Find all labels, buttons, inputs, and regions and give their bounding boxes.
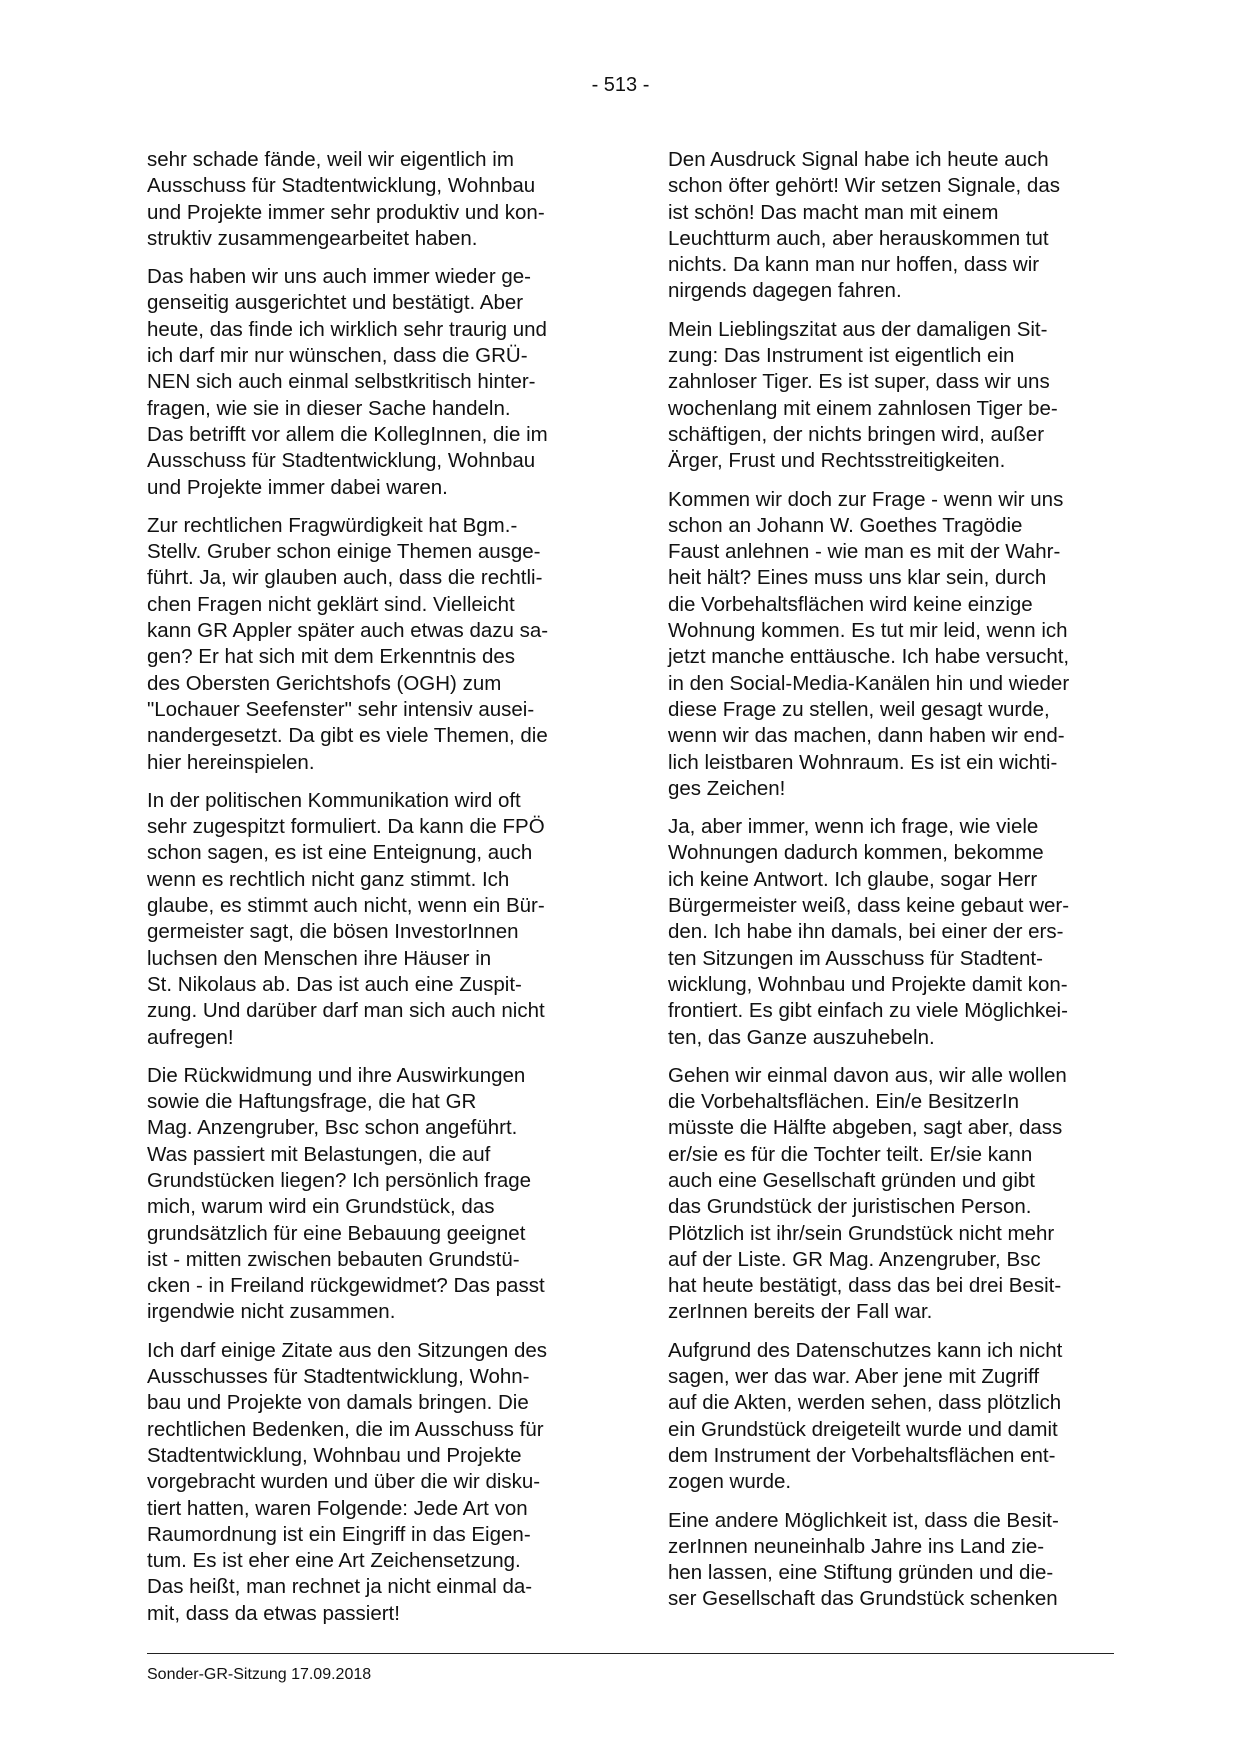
text-line: des Obersten Gerichtshofs (OGH) zum	[147, 671, 502, 695]
text-line: aufregen!	[147, 1025, 234, 1049]
text-line: Den Ausdruck Signal habe ich heute auch	[668, 148, 1049, 171]
text-line: auch eine Gesellschaft gründen und gibt	[668, 1168, 1035, 1192]
text-line: zerInnen bereits der Fall war.	[668, 1300, 933, 1324]
paragraph	[668, 814, 1115, 1051]
text-line: Gehen wir einmal davon aus, wir alle wollen	[668, 1063, 1067, 1087]
text-line: das Grundstück der juristischen Person.	[668, 1195, 1032, 1219]
text-line: wenn wir das machen, dann haben wir end-	[668, 724, 1065, 748]
text-line: Kommen wir doch zur Frage - wenn wir uns	[668, 487, 1064, 511]
text-line: wochenlang mit einem zahnlosen Tiger be-	[668, 396, 1058, 420]
text-line: zerInnen neuneinhalb Jahre ins Land zie-	[668, 1534, 1045, 1558]
text-line: Die Rückwidmung und ihre Auswirkungen	[147, 1063, 526, 1087]
text-line: Stellv. Gruber schon einige Themen ausge-	[147, 540, 541, 564]
text-line: Ja, aber immer, wenn ich frage, wie viele	[668, 815, 1039, 839]
text-line: glaube, es stimmt auch nicht, wenn ein Bür-	[147, 894, 545, 918]
text-line: wicklung, Wohnbau und Projekte damit kon-	[668, 972, 1068, 996]
text-line: die Vorbehaltsflächen. Ein/e BesitzerIn	[668, 1090, 1019, 1114]
text-line: struktiv zusammengearbeitet haben.	[147, 226, 478, 250]
text-line: sowie die Haftungsfrage, die hat GR	[147, 1090, 477, 1114]
text-line: sehr schade fände, weil wir eigentlich im	[147, 148, 514, 171]
text-line: zogen wurde.	[668, 1470, 792, 1494]
text-line: ten Sitzungen im Ausschuss für Stadtent-	[668, 946, 1043, 970]
text-line: ich keine Antwort. Ich glaube, sogar Herr	[668, 867, 1038, 891]
text-line: fragen, wie sie in dieser Sache handeln.	[147, 396, 511, 420]
text-line: tiert hatten, waren Folgende: Jede Art von	[147, 1496, 528, 1520]
paragraph	[147, 264, 610, 501]
text-line: heit hält? Eines muss uns klar sein, durch	[668, 566, 1047, 590]
text-line: irgendwie nicht zusammen.	[147, 1300, 396, 1324]
left-text-column	[147, 147, 610, 1639]
text-line: dem Instrument der Vorbehaltsflächen ent-	[668, 1443, 1056, 1467]
paragraph	[668, 1508, 1115, 1613]
text-line: grundsätzlich für eine Bebauung geeignet	[147, 1221, 526, 1245]
text-line: lich leistbaren Wohnraum. Es ist ein wichti-	[668, 750, 1058, 774]
text-line: ist schön! Das macht man mit einem	[668, 200, 999, 224]
text-line: kann GR Appler später auch etwas dazu sa-	[147, 619, 549, 643]
text-line: Aufgrund des Datenschutzes kann ich nicht	[668, 1338, 1063, 1362]
paragraph	[147, 788, 610, 1051]
text-line: Mein Lieblingszitat aus der damaligen Sit-	[668, 317, 1048, 341]
text-line: Wohnung kommen. Es tut mir leid, wenn ich	[668, 619, 1068, 643]
text-line: schon öfter gehört! Wir setzen Signale, das	[668, 174, 1060, 198]
text-line: Das heißt, man rechnet ja nicht einmal da-	[147, 1575, 533, 1599]
text-line: ser Gesellschaft das Grundstück schenken	[668, 1587, 1058, 1611]
text-line: vorgebracht wurden und über die wir disku-	[147, 1470, 541, 1494]
text-line: frontiert. Es gibt einfach zu viele Möglichkei-	[668, 999, 1068, 1023]
right-text-column	[668, 147, 1115, 1625]
text-line: zung. Und darüber darf man sich auch nicht	[147, 999, 545, 1023]
text-line: cken - in Freiland rückgewidmet? Das passt	[147, 1274, 545, 1298]
text-line: er/sie es für die Tochter teilt. Er/sie kann	[668, 1142, 1033, 1166]
paragraph	[668, 147, 1115, 305]
text-line: NEN sich auch einmal selbstkritisch hinter-	[147, 370, 536, 394]
text-line: den. Ich habe ihn damals, bei einer der ers-	[668, 920, 1064, 944]
text-line: auf die Akten, werden sehen, dass plötzlich	[668, 1391, 1062, 1415]
text-line: Leuchtturm auch, aber herauskommen tut	[668, 226, 1049, 250]
text-line: tum. Es ist eher eine Art Zeichensetzung.	[147, 1549, 521, 1573]
text-line: mich, warum wird ein Grundstück, das	[147, 1195, 495, 1219]
text-line: Zur rechtlichen Fragwürdigkeit hat Bgm.-	[147, 513, 518, 537]
text-line: Mag. Anzengruber, Bsc schon angeführt.	[147, 1116, 518, 1140]
text-line: St. Nikolaus ab. Das ist auch eine Zuspit-	[147, 972, 522, 996]
text-line: bau und Projekte von damals bringen. Die	[147, 1391, 529, 1415]
text-line: müsste die Hälfte abgeben, sagt aber, dass	[668, 1116, 1063, 1140]
text-line: Bürgermeister weiß, dass keine gebaut wer-	[668, 894, 1070, 918]
text-line: schon an Johann W. Goethes Tragödie	[668, 513, 1023, 537]
text-line: schon sagen, es ist eine Enteignung, auch	[147, 841, 533, 865]
text-line: in den Social-Media-Kanälen hin und wieder	[668, 671, 1070, 695]
text-line: Ausschusses für Stadtentwicklung, Wohn-	[147, 1365, 530, 1389]
text-line: ges Zeichen!	[668, 776, 786, 800]
text-line: wenn es rechtlich nicht ganz stimmt. Ich	[147, 867, 510, 891]
text-line: nichts. Da kann man nur hoffen, dass wir	[668, 253, 1040, 277]
text-line: Eine andere Möglichkeit ist, dass die Besit-	[668, 1508, 1059, 1532]
text-line: Ausschuss für Stadtentwicklung, Wohnbau	[147, 174, 536, 198]
text-line: heute, das finde ich wirklich sehr traurig und	[147, 317, 547, 341]
paragraph	[147, 147, 610, 252]
paragraph	[147, 1338, 610, 1627]
text-line: Was passiert mit Belastungen, die auf	[147, 1142, 491, 1166]
text-line: führt. Ja, wir glauben auch, dass die rechtli-	[147, 566, 543, 590]
text-line: In der politischen Kommunikation wird oft	[147, 788, 521, 812]
text-line: Ärger, Frust und Rechtsstreitigkeiten.	[668, 449, 1006, 473]
text-line: diese Frage zu stellen, weil gesagt wurde,	[668, 697, 1050, 721]
text-line: Wohnungen dadurch kommen, bekomme	[668, 841, 1044, 865]
text-line: ist - mitten zwischen bebauten Grundstü-	[147, 1247, 520, 1271]
text-line: Plötzlich ist ihr/sein Grundstück nicht mehr	[668, 1221, 1055, 1245]
footer-divider	[147, 1653, 1114, 1654]
text-line: gen? Er hat sich mit dem Erkenntnis des	[147, 645, 516, 669]
paragraph	[147, 513, 610, 776]
page-number: - 513 -	[591, 74, 650, 96]
paragraph	[668, 1063, 1115, 1326]
text-line: chen Fragen nicht geklärt sind. Vielleicht	[147, 592, 515, 616]
paragraph	[668, 317, 1115, 475]
footer-session-label: Sonder-GR-Sitzung 17.09.2018	[147, 1666, 372, 1683]
text-line: Stadtentwicklung, Wohnbau und Projekte	[147, 1443, 522, 1467]
text-line: ich darf mir nur wünschen, dass die GRÜ-	[147, 344, 528, 368]
text-line: hier hereinspielen.	[147, 750, 315, 774]
text-line: die Vorbehaltsflächen wird keine einzige	[668, 592, 1033, 616]
paragraph	[147, 1063, 610, 1326]
text-line: und Projekte immer sehr produktiv und kon-	[147, 200, 545, 224]
text-line: genseitig ausgerichtet und bestätigt. Aber	[147, 291, 524, 315]
text-line: Raumordnung ist ein Eingriff in das Eigen-	[147, 1522, 531, 1546]
text-line: Grundstücken liegen? Ich persönlich frage	[147, 1168, 532, 1192]
text-line: und Projekte immer dabei waren.	[147, 475, 448, 499]
text-line: zung: Das Instrument ist eigentlich ein	[668, 344, 1015, 368]
text-line: Faust anlehnen - wie man es mit der Wahr-	[668, 540, 1061, 564]
text-line: nirgends dagegen fahren.	[668, 279, 902, 303]
paragraph	[668, 1338, 1115, 1496]
paragraph	[668, 487, 1115, 803]
text-line: hen lassen, eine Stiftung gründen und die-	[668, 1561, 1054, 1585]
text-line: nandergesetzt. Da gibt es viele Themen, die	[147, 724, 548, 748]
text-line: auf der Liste. GR Mag. Anzengruber, Bsc	[668, 1247, 1041, 1271]
text-line: Ausschuss für Stadtentwicklung, Wohnbau	[147, 449, 536, 473]
text-line: germeister sagt, die bösen InvestorInnen	[147, 920, 519, 944]
text-line: ten, das Ganze auszuhebeln.	[668, 1025, 935, 1049]
text-line: luchsen den Menschen ihre Häuser in	[147, 946, 492, 970]
text-line: hat heute bestätigt, dass das bei drei Besit-	[668, 1274, 1062, 1298]
text-line: ein Grundstück dreigeteilt wurde und damit	[668, 1417, 1058, 1441]
text-line: zahnloser Tiger. Es ist super, dass wir uns	[668, 370, 1050, 394]
text-line: sehr zugespitzt formuliert. Da kann die FPÖ	[147, 815, 545, 839]
text-line: mit, dass da etwas passiert!	[147, 1601, 400, 1625]
text-line: sagen, wer das war. Aber jene mit Zugriff	[668, 1365, 1040, 1389]
text-line: Ich darf einige Zitate aus den Sitzungen des	[147, 1338, 548, 1362]
text-line: rechtlichen Bedenken, die im Ausschuss für	[147, 1417, 544, 1441]
text-line: "Lochauer Seefenster" sehr intensiv ausei-	[147, 697, 535, 721]
text-line: Das betrifft vor allem die KollegInnen, die im	[147, 422, 548, 446]
text-line: schäftigen, der nichts bringen wird, außer	[668, 422, 1045, 446]
text-line: jetzt manche enttäusche. Ich habe versucht,	[668, 645, 1070, 669]
text-line: Das haben wir uns auch immer wieder ge-	[147, 265, 531, 289]
